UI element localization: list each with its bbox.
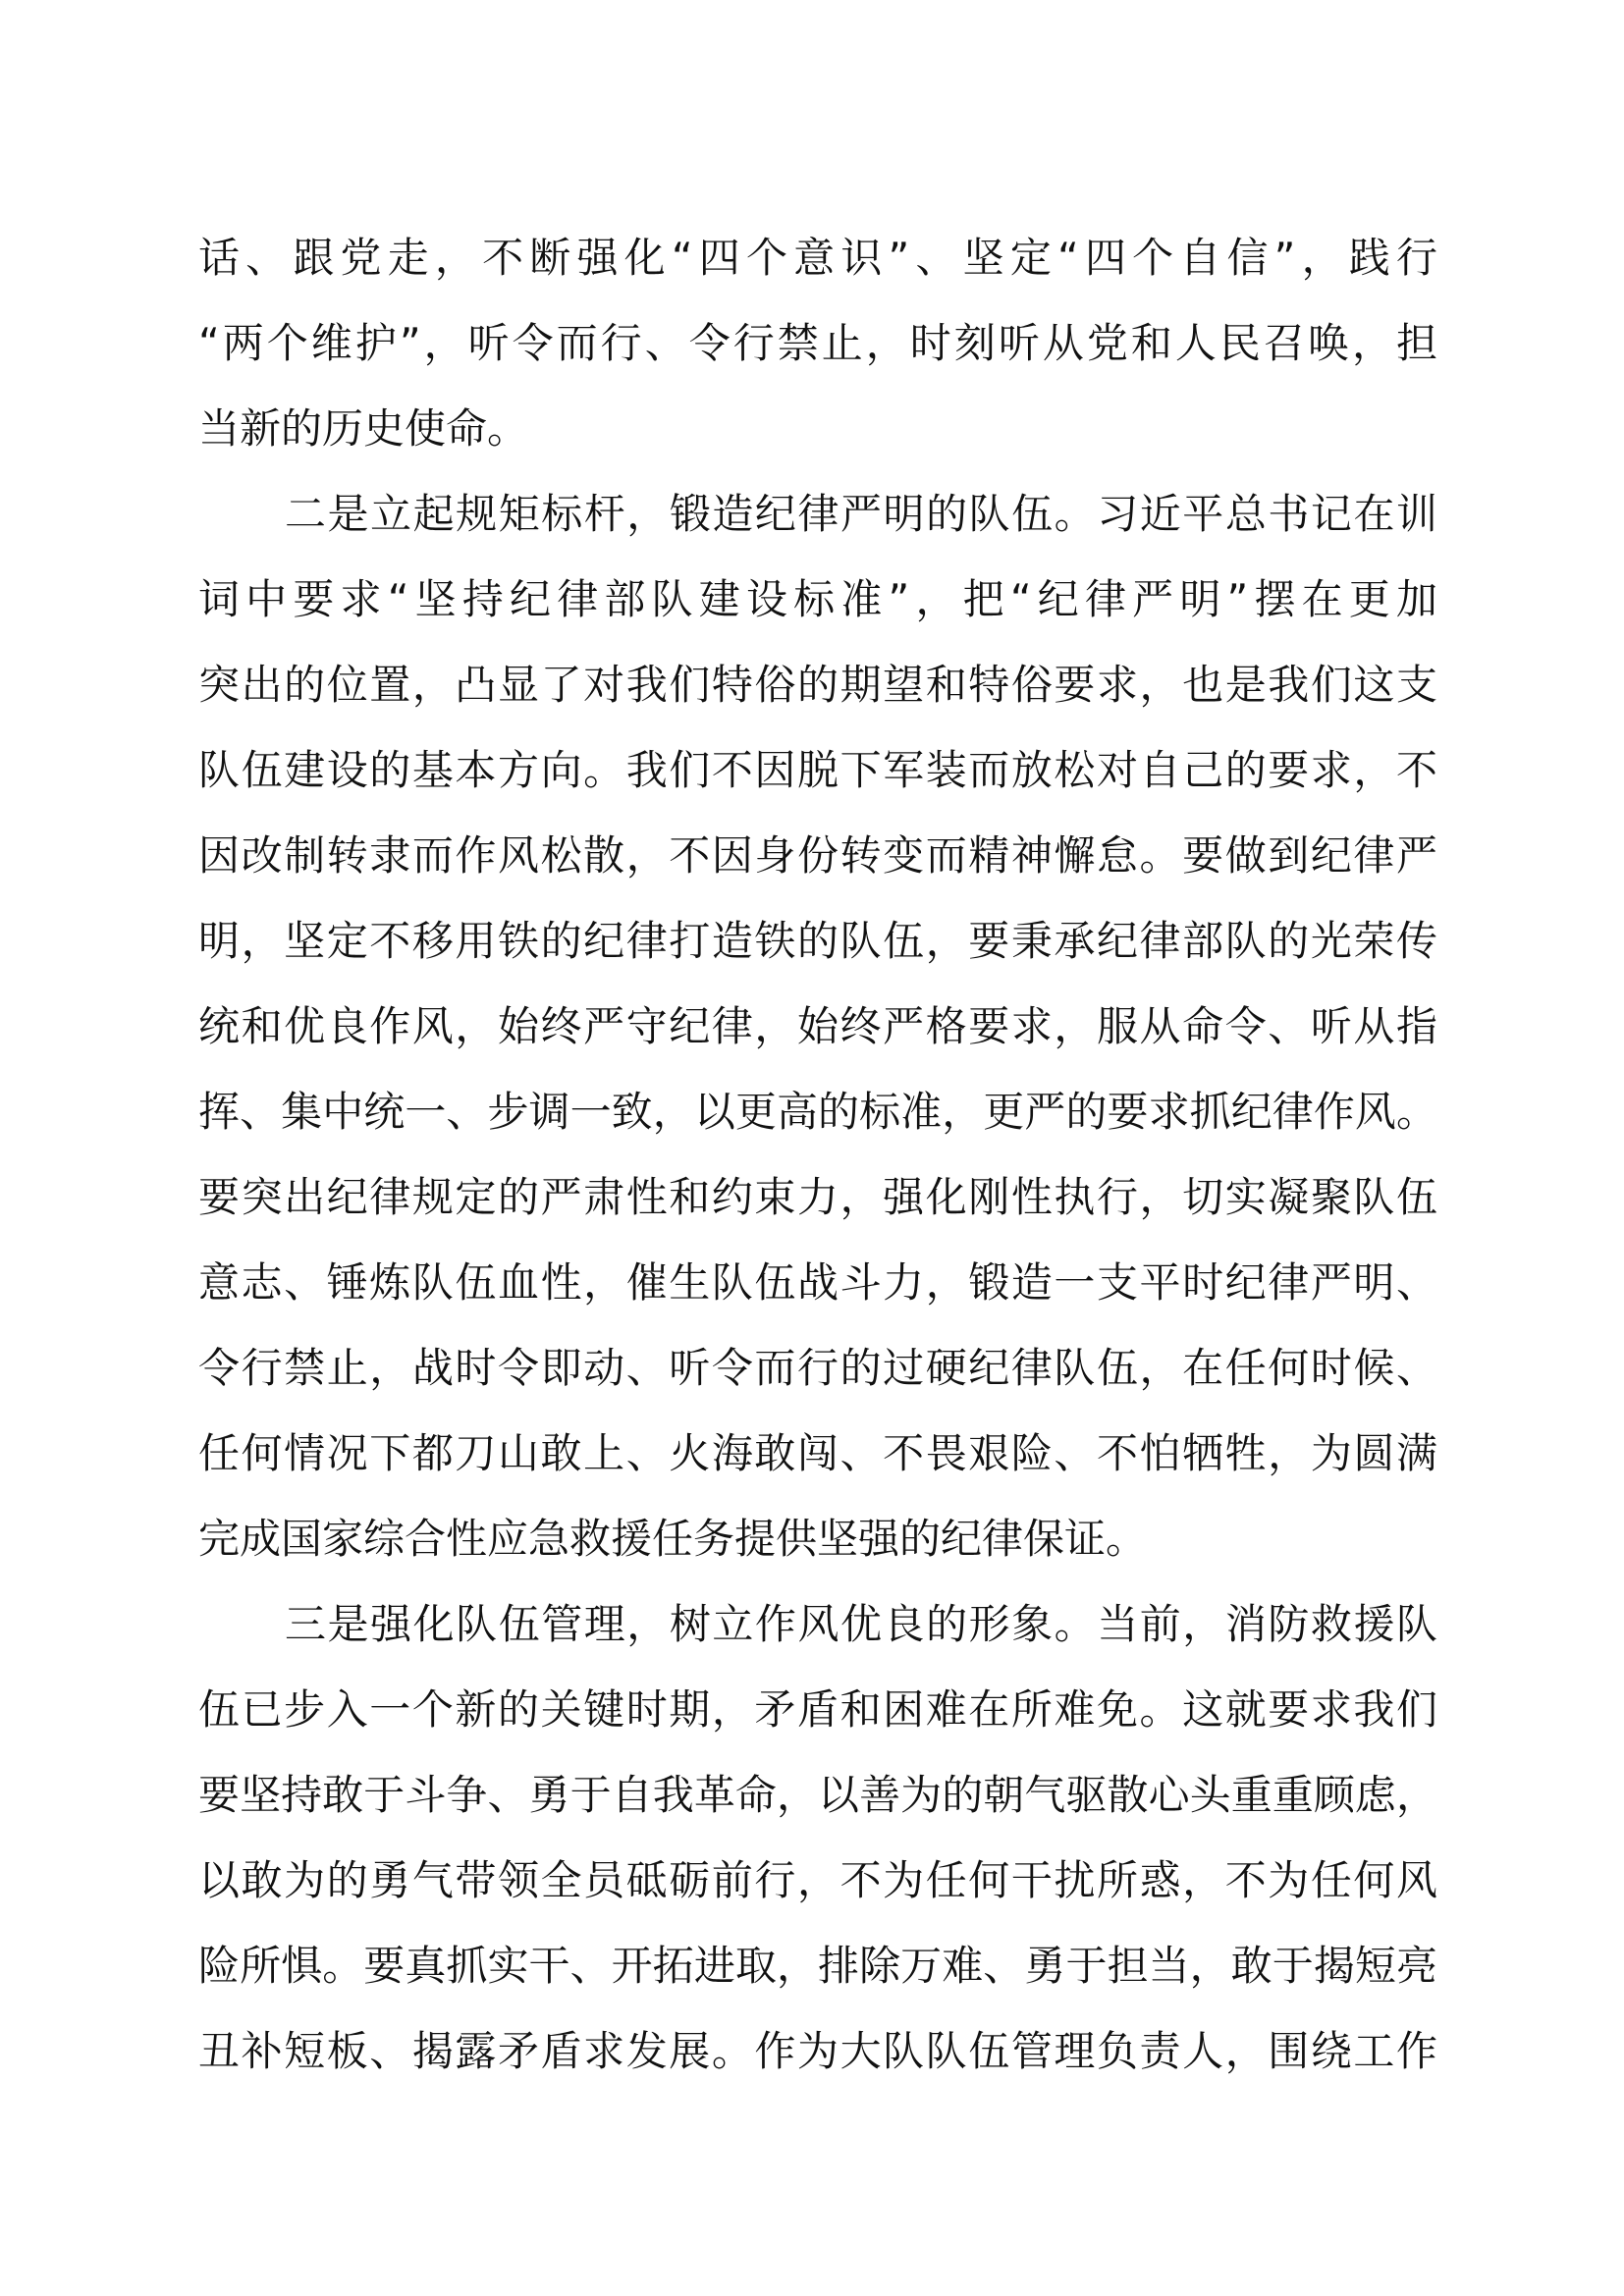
- text-line: 当新的历史使命。: [198, 404, 529, 453]
- text-line: 要坚持敢于斗争、勇于自我革命，以善为的朝气驱散心头重重顾虑，: [198, 1771, 1437, 1819]
- text-line: 因改制转隶而作风松散，不因身份转变而精神懈怠。要做到纪律严: [198, 831, 1437, 880]
- paragraph-discipline: [198, 484, 1437, 1594]
- text-line: 要突出纪律规定的严肃性和约束力，强化刚性执行，切实凝聚队伍: [198, 1173, 1437, 1221]
- text-line: 三是强化队伍管理，树立作风优良的形象。当前，消防救援队: [285, 1600, 1437, 1648]
- text-line: “两个维护”，听令而行、令行禁止，时刻听从党和人民召唤，担: [198, 319, 1437, 367]
- text-line: 队伍建设的基本方向。我们不因脱下军装而放松对自己的要求，不: [198, 746, 1437, 794]
- text-line: 词中要求“坚持纪律部队建设标准”，把“纪律严明”摆在更加: [198, 575, 1437, 623]
- text-line: 伍已步入一个新的关键时期，矛盾和困难在所难免。这就要求我们: [198, 1685, 1437, 1734]
- text-line: 丑补短板、揭露矛盾求发展。作为大队队伍管理负责人，围绕工作: [198, 2027, 1437, 2075]
- document-body: [198, 228, 1437, 2107]
- text-line: 完成国家综合性应急救援任务提供坚强的纪律保证。: [198, 1515, 1148, 1563]
- text-line: 挥、集中统一、步调一致，以更高的标准，更严的要求抓纪律作风。: [198, 1088, 1437, 1136]
- text-line: 明，坚定不移用铁的纪律打造铁的队伍，要秉承纪律部队的光荣传: [198, 917, 1437, 965]
- text-line: 突出的位置，凸显了对我们特俗的期望和特俗要求，也是我们这支: [198, 661, 1437, 709]
- text-line: 意志、锤炼队伍血性，催生队伍战斗力，锻造一支平时纪律严明、: [198, 1258, 1437, 1307]
- text-line: 话、跟党走，不断强化“四个意识”、坚定“四个自信”，践行: [198, 234, 1437, 282]
- paragraph-management: [198, 1594, 1437, 2107]
- text-line: 以敢为的勇气带领全员砥砺前行，不为任何干扰所惑，不为任何风: [198, 1856, 1437, 1904]
- text-line: 二是立起规矩标杆，锻造纪律严明的队伍。习近平总书记在训: [285, 490, 1437, 538]
- text-line: 令行禁止，战时令即动、听令而行的过硬纪律队伍，在任何时候、: [198, 1344, 1437, 1392]
- text-line: 统和优良作风，始终严守纪律，始终严格要求，服从命令、听从指: [198, 1002, 1437, 1050]
- paragraph-continued: [198, 228, 1437, 484]
- text-line: 险所惧。要真抓实干、开拓进取，排除万难、勇于担当，敢于揭短亮: [198, 1942, 1437, 1990]
- text-line: 任何情况下都刀山敢上、火海敢闯、不畏艰险、不怕牺牲，为圆满: [198, 1429, 1437, 1477]
